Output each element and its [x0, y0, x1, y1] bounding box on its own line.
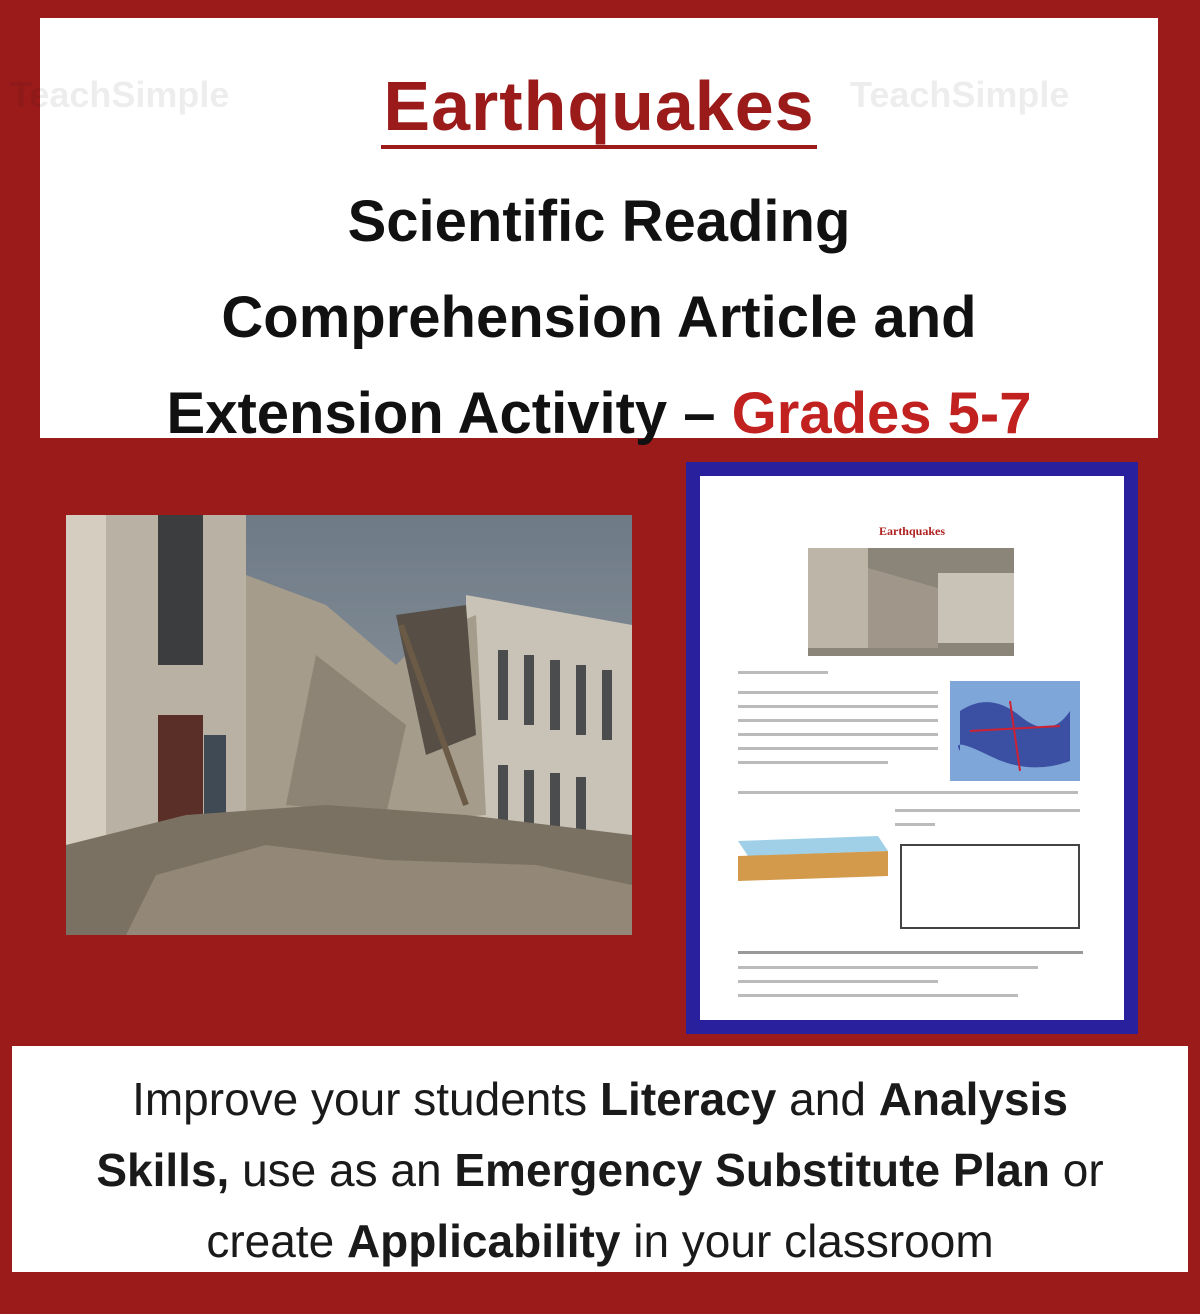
- text-line: [738, 791, 1078, 794]
- text-line: [738, 747, 938, 750]
- text-line: [895, 823, 935, 826]
- text-line: [738, 705, 938, 708]
- subtitle-line-3: Extension Activity – Grades 5-7: [166, 381, 1032, 446]
- text-line: [738, 691, 938, 694]
- grades-label: Grades 5-7: [731, 381, 1032, 446]
- text-line: [738, 719, 938, 722]
- fault-diagram: [738, 821, 888, 881]
- text-line: [738, 733, 938, 736]
- rubble-illustration: [66, 515, 632, 935]
- worksheet-page: [700, 476, 1124, 1020]
- description-panel: [12, 1046, 1188, 1272]
- info-box: [900, 844, 1080, 929]
- subtitle-line-1: Scientific Reading: [347, 189, 851, 254]
- description-text: Improve your students Literacy and Analysis Skills, use as an Emergency Substitute Plan or create Applicability in your classroom: [96, 1073, 1104, 1267]
- page-title: Earthquakes: [40, 66, 1158, 146]
- watermark-text: TeachSimple: [850, 74, 1070, 115]
- text-line: [738, 966, 1038, 969]
- watermark-text: TeachSimple: [10, 74, 230, 115]
- tectonic-map: [950, 681, 1080, 781]
- worksheet-title: Earthquakes: [878, 524, 946, 538]
- title-panel: [10, 18, 1158, 446]
- text-line: [738, 671, 828, 674]
- text-line: [738, 761, 888, 764]
- worksheet-photo: [808, 548, 1014, 656]
- text-line: [738, 951, 1083, 954]
- collapsed-building-photo: [66, 515, 632, 935]
- text-line: [738, 994, 1018, 997]
- text-line: [738, 980, 938, 983]
- subtitle-line-2: Comprehension Article and: [221, 285, 977, 350]
- text-line: [895, 809, 1080, 812]
- worksheet-preview: [686, 462, 1138, 1034]
